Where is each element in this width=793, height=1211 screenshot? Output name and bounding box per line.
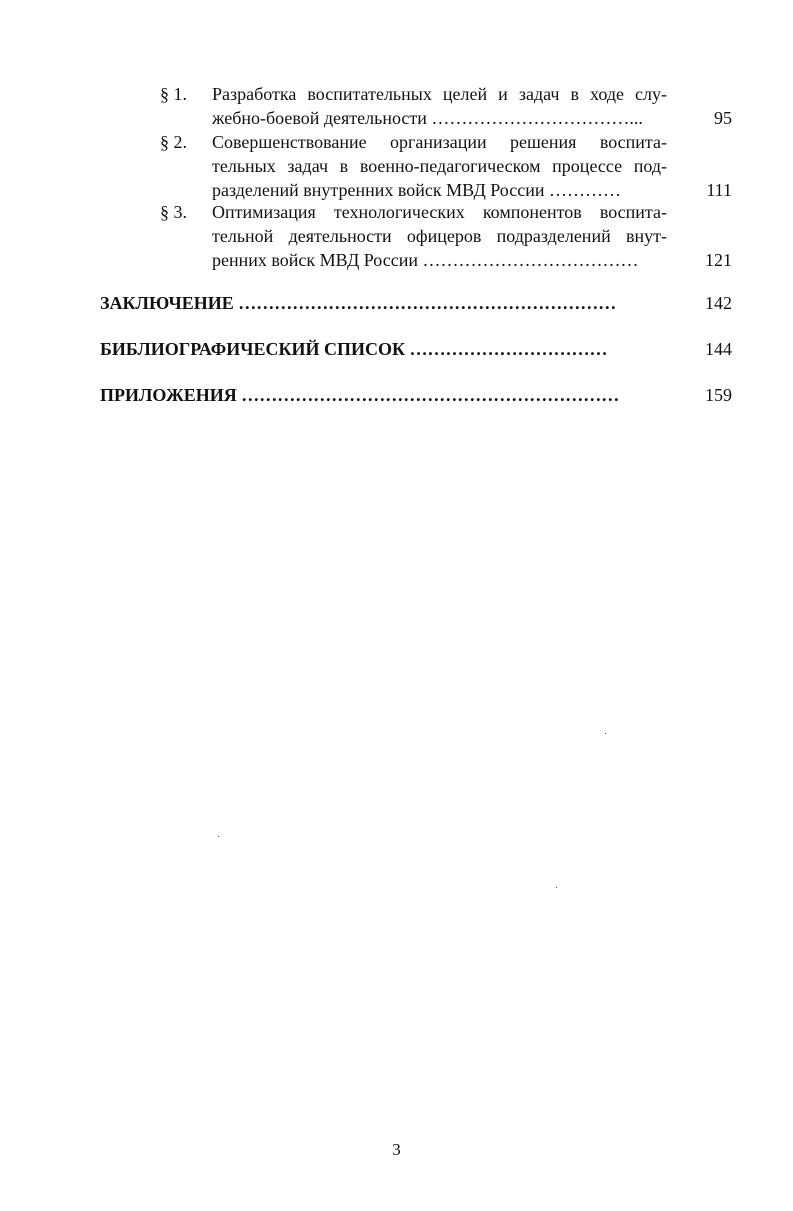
section-page-number: 121 xyxy=(705,250,732,270)
section-number: § 1. xyxy=(160,84,187,104)
section-title xyxy=(212,130,667,202)
chapter-page-number: 159 xyxy=(705,385,732,405)
section-page-number: 111 xyxy=(706,180,732,200)
section-title-line: разделений внутренних войск МВД России ………… xyxy=(212,180,621,200)
section-title xyxy=(212,82,667,130)
scan-speck xyxy=(605,733,606,734)
chapter-title: БИБЛИОГРАФИЧЕСКИЙ СПИСОК …………………………… xyxy=(100,339,608,359)
scan-speck xyxy=(218,836,219,837)
section-title-line: Оптимизация технологических компонентов воспита- xyxy=(212,202,667,222)
toc-section-3 xyxy=(160,200,735,272)
section-title-line: жебно-боевой деятельности ……………………………... xyxy=(212,108,643,128)
section-number: § 2. xyxy=(160,132,187,152)
toc-section-2 xyxy=(160,130,735,202)
toc-chapter-bibliography xyxy=(100,336,735,362)
chapter-title: ПРИЛОЖЕНИЯ ……………………………………………………… xyxy=(100,385,620,405)
page-number: 3 xyxy=(392,1140,401,1159)
section-number: § 3. xyxy=(160,202,187,222)
section-title-line: Разработка воспитательных целей и задач в ходе слу- xyxy=(212,84,667,104)
scan-speck xyxy=(556,887,557,888)
section-page-number: 95 xyxy=(714,108,732,128)
toc-chapter-conclusion xyxy=(100,290,735,316)
chapter-page-number: 144 xyxy=(705,339,732,359)
section-title-line: тельной деятельности офицеров подразделений внут- xyxy=(212,226,667,246)
section-title xyxy=(212,200,667,272)
section-title-line: ренних войск МВД России ……………………………… xyxy=(212,250,639,270)
section-title-line: Совершенствование организации решения воспита- xyxy=(212,132,667,152)
chapter-title: ЗАКЛЮЧЕНИЕ ……………………………………………………… xyxy=(100,293,617,313)
toc-chapter-appendices xyxy=(100,382,735,408)
toc-section-1 xyxy=(160,82,735,130)
chapter-page-number: 142 xyxy=(705,293,732,313)
section-title-line: тельных задач в военно-педагогическом процессе под- xyxy=(212,156,667,176)
